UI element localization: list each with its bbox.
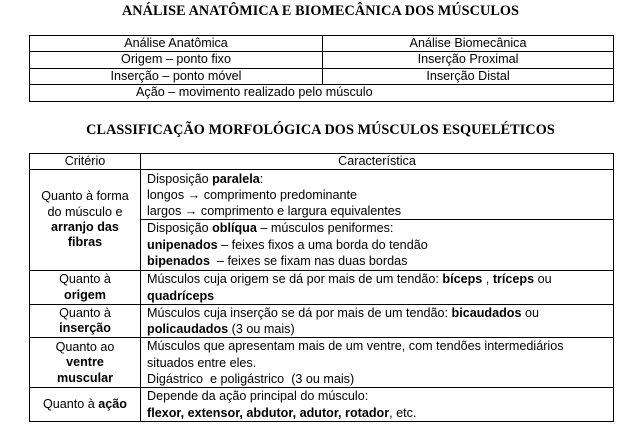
criterion-text: [30, 397, 140, 412]
classification-table: [29, 153, 614, 422]
text-line: [147, 305, 613, 321]
text-span: ,: [482, 272, 493, 287]
analysis-title: ANÁLISE ANATÔMICA E BIOMECÂNICA DOS MÚSCULOS: [121, 3, 520, 19]
classification-title: CLASSIFICAÇÃO MORFOLÓGICA DOS MÚSCULOS ESQUELÉTICOS: [86, 122, 555, 138]
text-span: Músculos cuja inserção se dá por mais de um tendão:: [147, 305, 452, 320]
text-span: – músculos peniformes:: [256, 221, 394, 236]
characteristic-insercao: [141, 304, 614, 338]
table-cell: Inserção – ponto móvel: [30, 68, 323, 84]
text-line: [147, 271, 613, 287]
text-line: [147, 171, 613, 187]
header-anatomical: Análise Anatômica: [30, 36, 323, 52]
text-bold: oblíqua: [212, 221, 257, 236]
action-row: Ação – movimento realizado pelo músculo: [30, 85, 614, 101]
text-span: Disposição: [147, 171, 213, 186]
text-span: Quanto à: [42, 397, 99, 412]
text-bold: paralela: [212, 171, 260, 186]
criterion-insercao: [30, 304, 141, 338]
analysis-table: [29, 35, 614, 102]
text-bold: bipenados: [147, 253, 210, 268]
characteristic-acao: [141, 388, 614, 422]
table-row: [30, 52, 614, 68]
table-row: [30, 338, 614, 388]
table-row: [30, 388, 614, 422]
text-bold: bicaudados: [451, 305, 522, 320]
criterion-text: ventre: [66, 355, 104, 370]
criterion-text: Quanto à forma: [41, 189, 129, 204]
characteristic-origem: [141, 271, 614, 305]
header-characteristic: Característica: [141, 154, 614, 170]
text-bold: bíceps: [442, 272, 483, 287]
table-row: [30, 271, 614, 305]
text-span: – feixes fixos a uma borda do tendão: [217, 237, 428, 252]
text-line: [141, 219, 613, 236]
criterion-acao: [30, 388, 141, 422]
text-bold: ação: [98, 397, 128, 412]
table-cell: Inserção Proximal: [323, 52, 614, 68]
text-bold: unipenados: [147, 237, 218, 252]
text-span: – feixes se fixam nas duas bordas: [209, 253, 408, 268]
text-bold: tríceps: [492, 272, 535, 287]
table-cell: Inserção Distal: [323, 68, 614, 84]
text-line: [147, 237, 613, 253]
table-header-row: [30, 154, 614, 170]
text-line: Músculos que apresentam mais de um ventre, com tendões intermediários: [147, 339, 564, 354]
criterion-text: Quanto à: [59, 272, 111, 287]
text-span: Músculos cuja origem se dá por mais de um tendão:: [147, 272, 443, 287]
text-line: [147, 405, 613, 421]
criterion-ventre: [30, 338, 141, 388]
text-bold: flexor, extensor, abdutor, adutor, rotador: [147, 405, 390, 420]
criterion-text: muscular: [57, 370, 113, 385]
criterion-text: inserção: [59, 321, 111, 336]
criterion-text: do músculo e: [47, 204, 123, 219]
text-line: [147, 253, 613, 269]
criterion-text: origem: [64, 287, 106, 302]
header-biomechanical: Análise Biomecânica: [323, 36, 614, 52]
text-span: ou: [521, 305, 540, 320]
criterion-text: arranjo das: [51, 219, 119, 234]
characteristic-forma: [141, 169, 614, 271]
criterion-text: Quanto ao: [55, 340, 115, 355]
criterion-forma: [30, 169, 141, 271]
text-bold: quadríceps: [147, 288, 215, 303]
text-span: :: [259, 171, 264, 186]
table-row: [30, 169, 614, 271]
text-bold: policaudados: [147, 322, 229, 337]
text-line: longos → comprimento predominante: [147, 187, 358, 202]
text-line: [147, 321, 613, 337]
criterion-text: fibras: [67, 235, 103, 250]
table-cell: Origem – ponto fixo: [30, 52, 323, 68]
text-line: situados entre eles.: [147, 355, 257, 370]
table-row: [30, 304, 614, 338]
text-line: largos → comprimento e largura equivalentes: [147, 204, 402, 219]
criterion-origem: [30, 271, 141, 305]
text-span: (3 ou mais): [228, 322, 295, 337]
table-row: [30, 36, 614, 52]
table-row: [30, 85, 614, 101]
table-row: [30, 68, 614, 84]
header-criterion: Critério: [30, 154, 141, 170]
text-line: Depende da ação principal do músculo:: [147, 389, 369, 404]
text-line: Digástrico e poligástrico (3 ou mais): [147, 372, 355, 387]
criterion-text: Quanto à: [59, 305, 111, 320]
text-span: ou: [534, 272, 552, 287]
characteristic-ventre: [141, 338, 614, 388]
text-span: , etc.: [389, 405, 417, 420]
text-span: Disposição: [147, 221, 213, 236]
